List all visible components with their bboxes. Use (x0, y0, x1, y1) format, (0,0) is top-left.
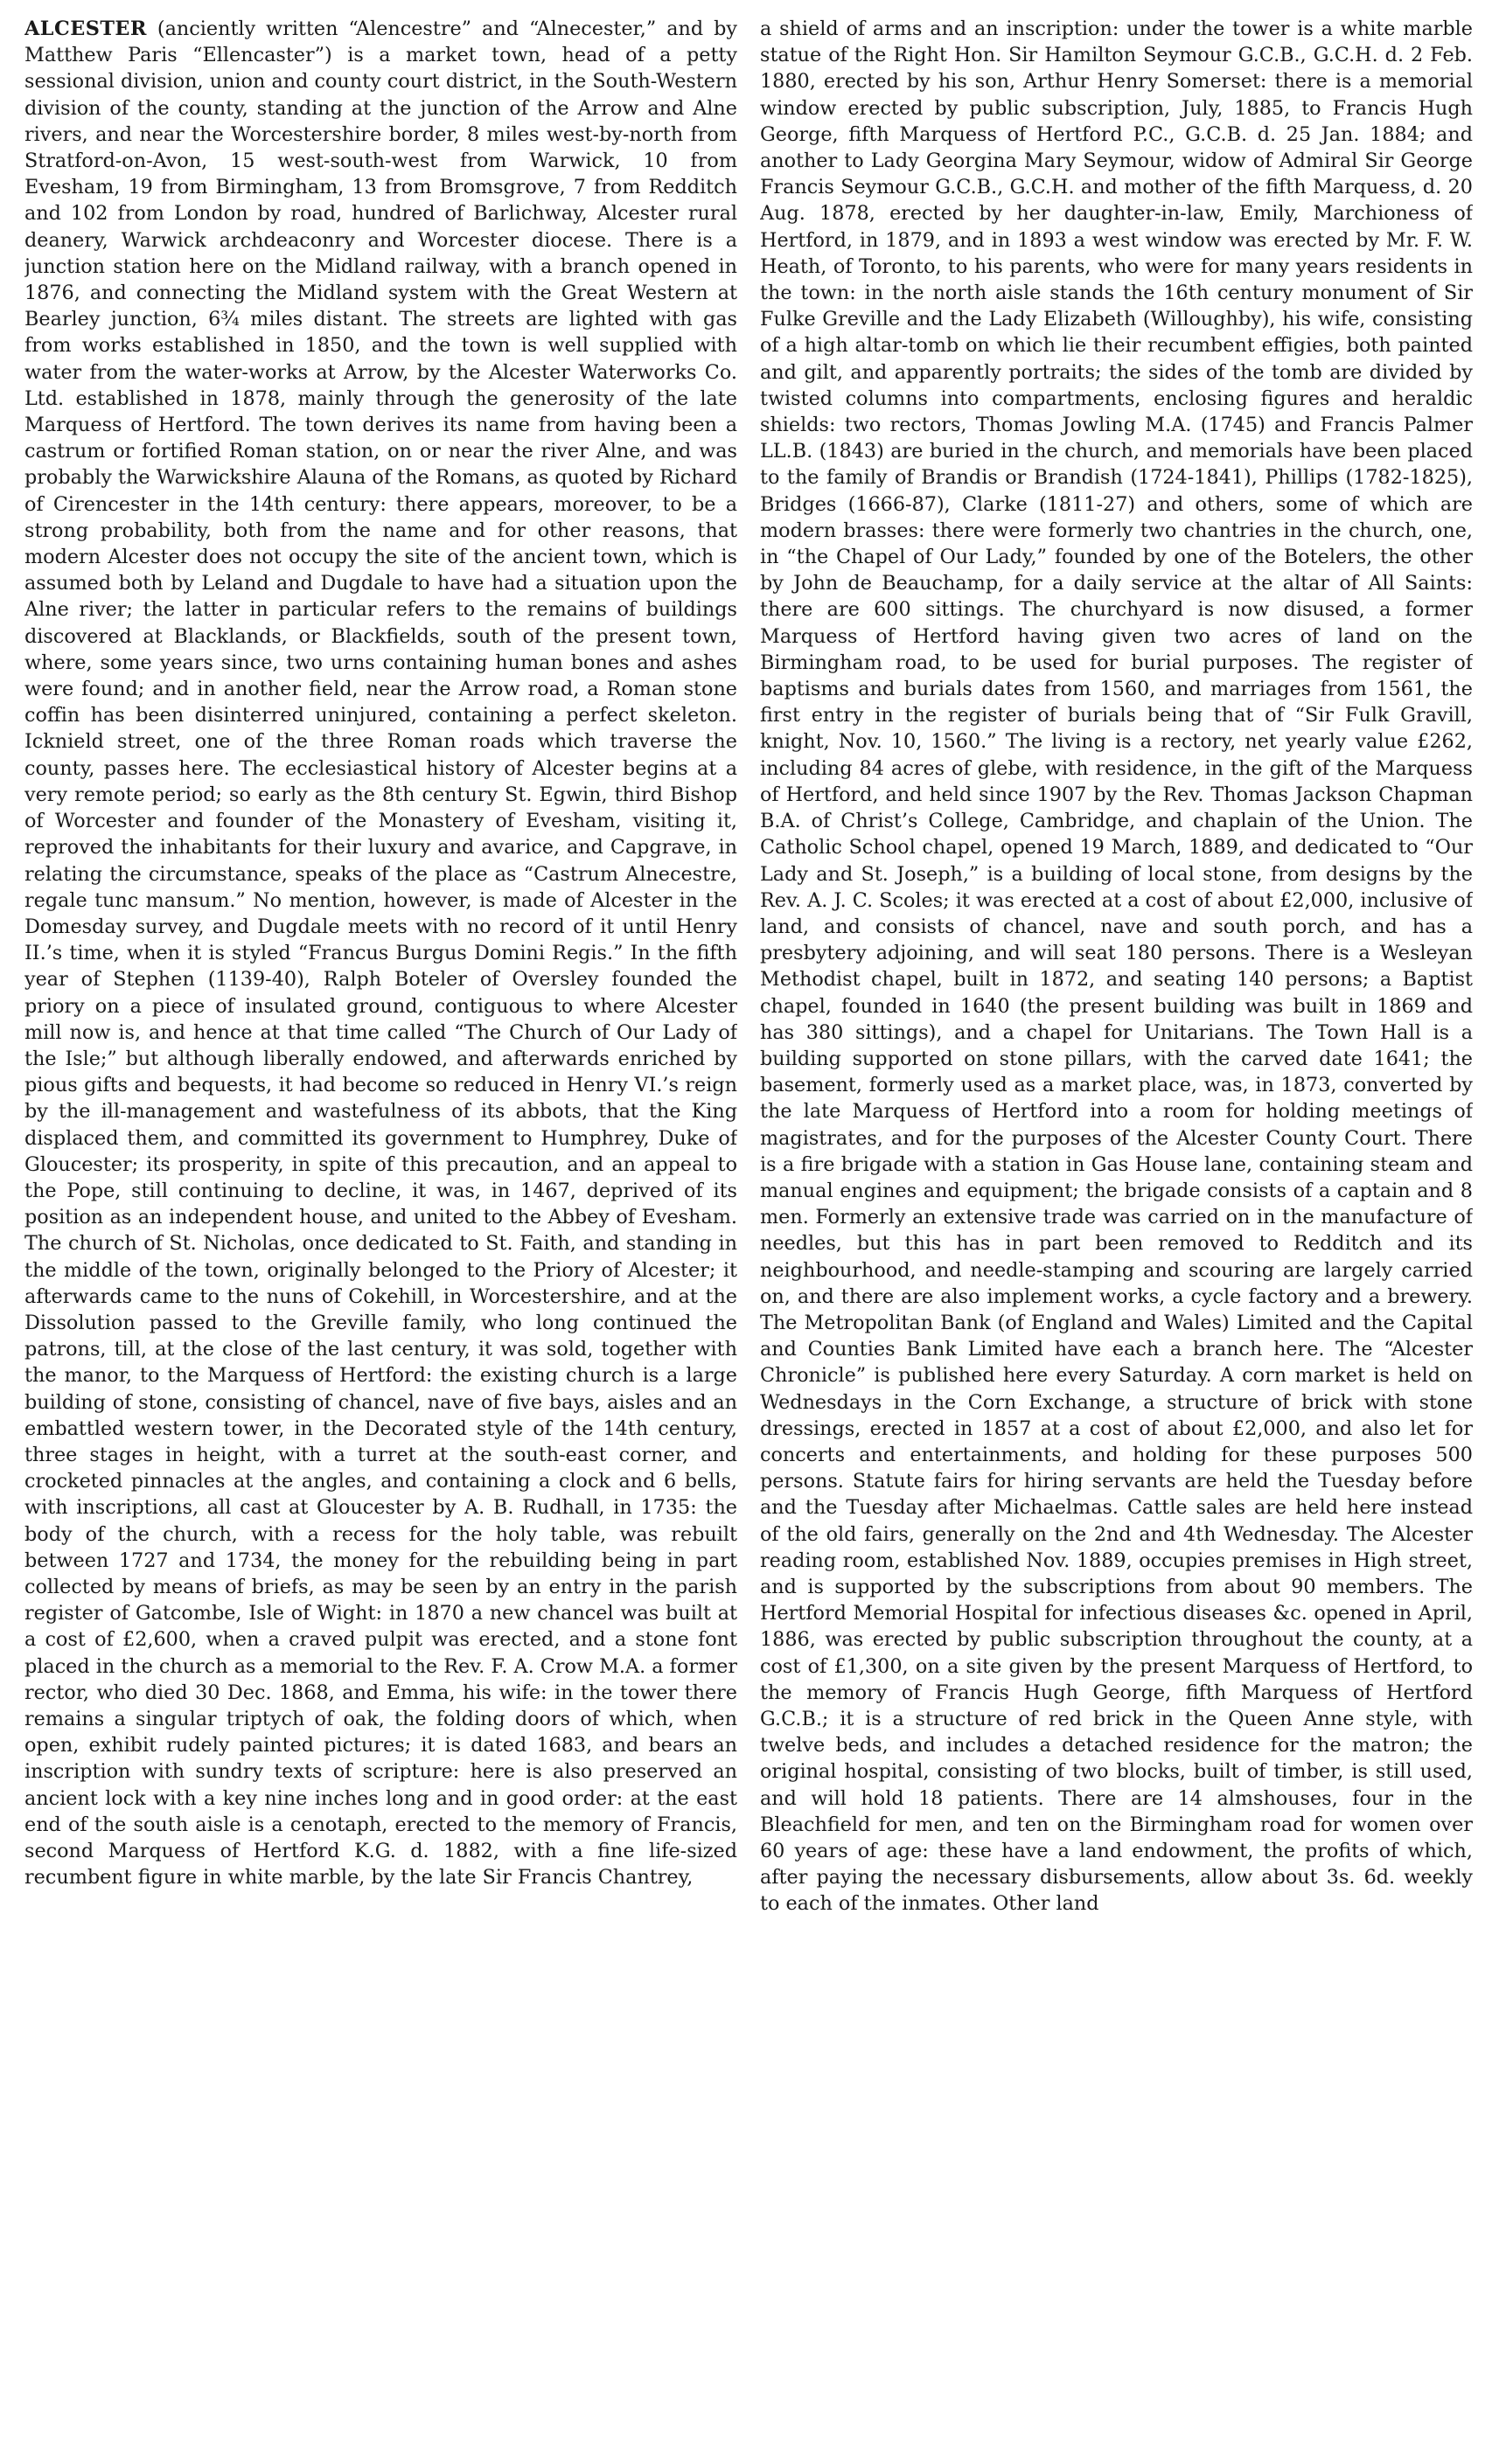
gazetteer-page (24, 16, 1473, 2455)
entry-paragraph-right: a shield of arms and an inscription: under the tower is a white marble statue of the Right Hon. Sir Hamilton Seymour G.C.B., G.C.H. d. 2 Feb. 1880, erected by his son, Arthur Henry Somerset: there is a memorial window erected by public subscription, July, 1885, to Francis Hugh George, fifth Marquess of Hertford P.C., G.C.B. d. 25 Jan. 1884; and another to Lady Georgina Mary Seymour, widow of Admiral Sir George Francis Seymour G.C.B., G.C.H. and mother of the fifth Marquess, d. 20 Aug. 1878, erected by her daughter-in-law, Emily, Marchioness of Hertford, in 1879, and in 1893 a west window was erected by Mr. F. W. Heath, of Toronto, to his parents, who were for many years residents in the town: in the north aisle stands the 16th century monument of Sir Fulke Greville and the Lady Elizabeth (Willoughby), his wife, consisting of a high altar-tomb on which lie their recumbent effigies, both painted and gilt, and apparently portraits; the sides of the tomb are divided by twisted columns into compartments, enclosing figures and heraldic shields: two rectors, Thomas Jowling M.A. (1745) and Francis Palmer LL.B. (1843) are buried in the church, and memorials have been placed to the family of Brandis or Brandish (1724-1841), Phillips (1782-1825), Bridges (1666-87), Clarke (1811-27) and others, some of which are modern brasses: there were formerly two chantries in the church, one, in “the Chapel of Our Lady,” founded by one of the Botelers, the other by John de Beauchamp, for a daily service at the altar of All Saints: there are 600 sittings. The churchyard is now disused, a former Marquess of Hertford having given two acres of land on the Birmingham road, to be used for burial purposes. The register of baptisms and burials dates from 1560, and marriages from 1561, the first entry in the register of burials being that of “Sir Fulk Gravill, knight, Nov. 10, 1560.” The living is a rectory, net yearly value £262, including 84 acres of glebe, with residence, in the gift of the Marquess of Hertford, and held since 1907 by the Rev. Thomas Jackson Chapman B.A. of Christ’s College, Cambridge, and chaplain of the Union. The Catholic School chapel, opened 19 March, 1889, and dedicated to “Our Lady and St. Joseph,” is a building of local stone, from designs by the Rev. A. J. C. Scoles; it was erected at a cost of about £2,000, inclusive of land, and consists of chancel, nave and south porch, and has a presbytery adjoining, and will seat 180 persons. There is a Wesleyan Methodist chapel, built in 1872, and seating 140 persons; a Baptist chapel, founded in 1640 (the present building was built in 1869 and has 380 sittings), and a chapel for Unitarians. The Town Hall is a building supported on stone pillars, with the carved date 1641; the basement, formerly used as a market place, was, in 1873, converted by the late Marquess of Hertford into a room for holding meetings of magistrates, and for the purposes of the Alcester County Court. There is a fire brigade with a station in Gas House lane, containing steam and manual engines and equipment; the brigade consists of a captain and 8 men. Formerly an extensive trade was carried on in the manufacture of needles, but this has in part been removed to Redditch and its neighbourhood, and needle-stamping and scouring are largely carried on, and there are also implement works, a cycle factory and a brewery. The Metropolitan Bank (of England and Wales) Limited and the Capital and Counties Bank Limited have each a branch here. The “Alcester Chronicle” is published here every Saturday. A corn market is held on Wednesdays in the Corn Exchange, a structure of brick with stone dressings, erected in 1857 at a cost of about £2,000, and also let for concerts and entertainments, and holding for these purposes 500 persons. Statute fairs for hiring servants are held the Tuesday before and the Tuesday after Michaelmas. Cattle sales are held here instead of the old fairs, generally on the 2nd and 4th Wednesday. The Alcester reading room, established Nov. 1889, occupies premises in High street, and is supported by the subscriptions from about 90 members. The Hertford Memorial Hospital for infectious diseases &c. opened in April, 1886, was erected by public subscription throughout the county, at a cost of £1,300, on a site given by the present Marquess of Hertford, to the memory of Francis Hugh George, fifth Marquess of Hertford G.C.B.; it is a structure of red brick in the Queen Anne style, with twelve beds, and includes a detached residence for the matron; the original hospital, consisting of two blocks, built of timber, is still used, and will hold 18 patients. There are 14 almshouses, four in the Bleachfield for men, and ten on the Birmingham road for women over 60 years of age: these have a land endowment, the profits of which, after paying the necessary disbursements, allow about 3s. 6d. weekly to each of the inmates. Other land (760, 17, 1473, 1916)
entry-text-left: (anciently written “Alencestre” and “Alnecester,” and by Matthew Paris “Ellencaster”) is a market town, head of a petty sessional division, union and county court district, in the South-Western division of the county, standing at the junction of the Arrow and Alne rivers, and near the Worcestershire border, 8 miles west-by-north from Stratford-on-Avon, 15 west-south-west from Warwick, 10 from Evesham, 19 from Birmingham, 13 from Bromsgrove, 7 from Redditch and 102 from London by road, hundred of Barlichway, Alcester rural deanery, Warwick archdeaconry and Worcester diocese. There is a junction station here on the Midland railway, with a branch opened in 1876, and connecting the Midland system with the Great Western at Bearley junction, 6¾ miles distant. The streets are lighted with gas from works established in 1850, and the town is well supplied with water from the water-works at Arrow, by the Alcester Waterworks Co. Ltd. established in 1878, mainly through the generosity of the late Marquess of Hertford. The town derives its name from having been a castrum or fortified Roman station, on or near the river Alne, and was probably the Warwickshire Alauna of the Romans, as quoted by Richard of Cirencester in the 14th century: there appears, moreover, to be a strong probability, both from the name and for other reasons, that modern Alcester does not occupy the site of the ancient town, which is assumed both by Leland and Dugdale to have had a situation upon the Alne river; the latter in particular refers to the remains of buildings discovered at Blacklands, or Blackfields, south of the present town, where, some years since, two urns containing human bones and ashes were found; and in another field, near the Arrow road, a Roman stone coffin has been disinterred uninjured, containing a perfect skeleton. Icknield street, one of the three Roman roads which traverse the county, passes here. The ecclesiastical history of Alcester begins at a very remote period; so early as the 8th century St. Egwin, third Bishop of Worcester and founder of the Monastery of Evesham, visiting it, reproved the inhabitants for their luxury and avarice, and Capgrave, in relating the circumstance, speaks of the place as “Castrum Alnecestre, regale tunc mansum.” No mention, however, is made of Alcester in the Domesday survey, and Dugdale meets with no record of it until Henry II.’s time, when it is styled “Francus Burgus Domini Regis.” In the fifth year of Stephen (1139-40), Ralph Boteler of Oversley founded the priory on a piece of insulated ground, contiguous to where Alcester mill now is, and hence at that time called “The Church of Our Lady of the Isle;” but although liberally endowed, and afterwards enriched by pious gifts and bequests, it had become so reduced in Henry VI.’s reign by the ill-management and wastefulness of its abbots, that the King displaced them, and committed its government to Humphrey, Duke of Gloucester; its prosperity, in spite of this precaution, and an appeal to the Pope, still continuing to decline, it was, in 1467, deprived of its position as an independent house, and united to the Abbey of Evesham. The church of St. Nicholas, once dedicated to St. Faith, and standing in the middle of the town, originally belonged to the Priory of Alcester; it afterwards came to the nuns of Cokehill, in Worcestershire, and at the Dissolution passed to the Greville family, who long continued the patrons, till, at the close of the last century, it was sold, together with the manor, to the Marquess of Hertford: the existing church is a large building of stone, consisting of chancel, nave of five bays, aisles and an embattled western tower, in the Decorated style of the 14th century, three stages in height, with a turret at the south-east corner, and crocketed pinnacles at the angles, and containing a clock and 6 bells, with inscriptions, all cast at Gloucester by A. B. Rudhall, in 1735: the body of the church, with a recess for the holy table, was rebuilt between 1727 and 1734, the money for the rebuilding being in part collected by means of briefs, as may be seen by an entry in the parish register of Gatcombe, Isle of Wight: in 1870 a new chancel was built at a cost of £2,600, when a craved pulpit was erected, and a stone font placed in the church as a memorial to the Rev. F. A. Crow M.A. a former rector, who died 30 Dec. 1868, and Emma, his wife: in the tower there remains a singular triptych of oak, the folding doors of which, when open, exhibit rudely painted pictures; it is dated 1683, and bears an inscription with sundry texts of scripture: here is also preserved an ancient lock with a key nine inches long and in good order: at the east end of the south aisle is a cenotaph, erected to the memory of Francis, second Marquess of Hertford K.G. d. 1882, with a fine life-sized recumbent figure in white marble, by the late Sir Francis Chantrey, (24, 17, 737, 1890)
entry-headword: ALCESTER (24, 17, 147, 40)
entry-paragraph-left (24, 16, 737, 1890)
text-column-left (24, 16, 737, 2455)
text-column-right (760, 16, 1473, 2455)
